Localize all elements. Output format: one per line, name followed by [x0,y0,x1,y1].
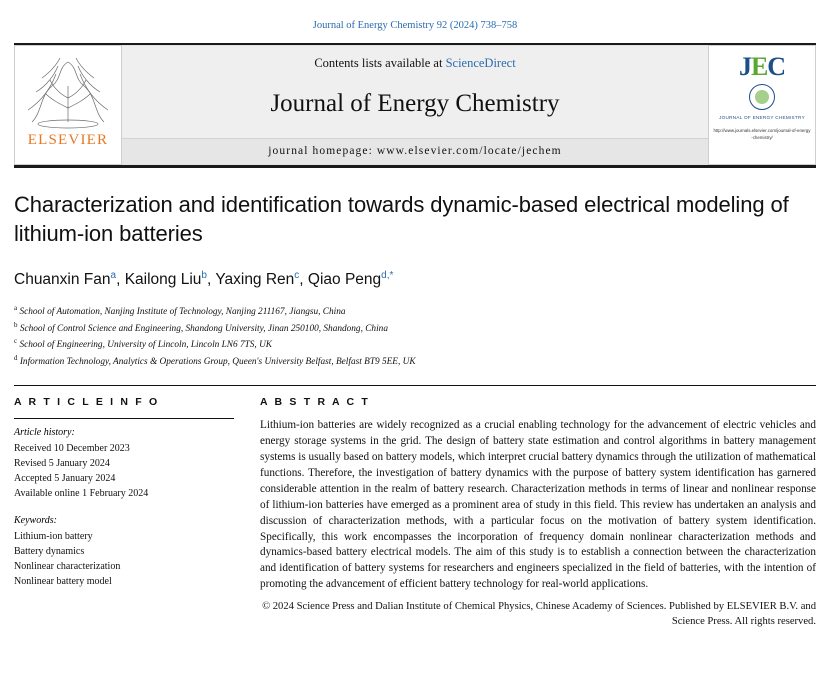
jec-emblem-icon [749,84,775,110]
page-title: Characterization and identification towards dynamic-based electrical modeling of lithium-ion batteries [14,192,789,247]
author-affil-mark[interactable]: a [110,270,117,282]
keyword-item: Lithium-ion battery [14,531,93,543]
affiliation-mark: c [14,337,18,346]
affiliation-mark: a [14,304,18,313]
elsevier-tree-icon [22,52,114,130]
keywords-label: Keywords: [14,515,57,527]
masthead-bottom-rule [14,165,816,168]
affiliation-mark: b [14,320,18,329]
copyright-text: © 2024 Science Press and Dalian Institute of Chemical Physics, Chinese Academy of Sciences. Published by ELSEVIER B.V. and Science Press. All rights reserved. [262,601,816,628]
affiliation-mark: d [14,353,18,362]
article-info-column [14,396,234,629]
title-block [14,190,816,369]
sciencedirect-link[interactable]: ScienceDirect [445,56,516,70]
jec-subtitle: JOURNAL OF ENERGY CHEMISTRY [719,115,805,120]
affiliation-item [14,320,816,337]
affiliation-text: School of Control Science and Engineering, Shandong University, Jinan 250100, Shandong, China [19,323,388,334]
running-head [0,0,830,39]
info-section-rule [14,385,816,386]
author-name: Chuanxin Fan [14,271,111,289]
affiliation-list [14,303,816,369]
author-affil-mark[interactable]: c [294,270,300,282]
author-name: Qiao Peng [307,271,382,289]
affiliation-text: Information Technology, Analytics & Operations Group, Queen's University Belfast, Belfast BT9 5EE, UK [19,356,416,367]
affiliation-item [14,353,816,370]
article-info-heading: A R T I C L E I N F O [14,396,160,409]
contents-prefix: Contents lists available at [314,56,446,70]
keywords-list [14,529,234,589]
history-item: Revised 5 January 2024 [14,458,110,470]
abstract-text: Lithium-ion batteries are widely recognized as a crucial enabling technology for the advancement of electric vehicles and energy storage systems in the grid. The design of battery state estimation and control algorithms in battery management systems is usually based on battery models, which interpret crucial battery dynamics through the utilization of mathematical functions. Therefore, the investigation of battery dynamics with the purpose of battery system identification has garnered considerable attention in the realm of battery research. Characterization methods in terms of linear and nonlinear response of lithium-ion batteries have emerged as a prominent area of study in this field. This review has undertaken an analysis and discussion of characterization methods, with a particular focus on the motivation of battery system identification. Specifically, this work encompasses the incorporation of frequency domain nonlinear characterization methods and dynamics-based battery electrical models. The aim of this study is to establish a connection between the characterization and identification of battery systems for researchers and engineers specialized in the field of batteries, with the intention of promoting the advancement of efficient battery technology for real-world applications. [260,419,816,591]
journal-homepage[interactable]: journal homepage: www.elsevier.com/locate/jechem [122,138,708,164]
author-list: Chuanxin Fan$^a$, Kailong Liu$^b$, Yaxing Ren$^c$, Qiao Peng$^{d,*}$ [14,270,394,289]
abstract-column [260,396,816,629]
article-history-list [14,441,234,501]
author-name: Yaxing Ren [215,271,295,289]
article-history-label: Article history: [14,427,75,439]
history-item: Received 10 December 2023 [14,443,130,455]
affiliation-item [14,336,816,353]
jec-wordmark: JEC [738,52,786,81]
author-name: Kailong Liu [124,271,202,289]
elsevier-logo [14,45,122,165]
keyword-item: Nonlinear characterization [14,561,121,573]
affiliation-text: School of Automation, Nanjing Institute of Technology, Nanjing 211167, Jiangsu, China [19,307,346,318]
keyword-item: Battery dynamics [14,546,85,558]
abstract-heading: A B S T R A C T [260,396,370,409]
journal-masthead [14,45,816,165]
elsevier-wordmark: ELSEVIER [27,132,109,148]
history-item: Accepted 5 January 2024 [14,473,116,485]
jec-logo [708,45,816,165]
jec-url: http://www.journals.elsevier.com/journal-of-energy-chemistry/ [713,127,811,140]
masthead-center [122,45,708,165]
running-head-text: Journal of Energy Chemistry 92 (2024) 738–758 [312,20,518,31]
history-item: Available online 1 February 2024 [14,488,149,500]
affiliation-text: School of Engineering, University of Lincoln, Lincoln LN6 7TS, UK [19,340,272,351]
article-info-rule [14,418,234,419]
keyword-item: Nonlinear battery model [14,576,112,588]
affiliation-item [14,303,816,320]
author-affil-mark[interactable]: b [201,270,207,282]
journal-title: Journal of Energy Chemistry [270,89,560,117]
author-affil-mark[interactable]: d,* [381,270,394,282]
contents-line [314,56,515,71]
info-abstract-columns [14,396,816,629]
